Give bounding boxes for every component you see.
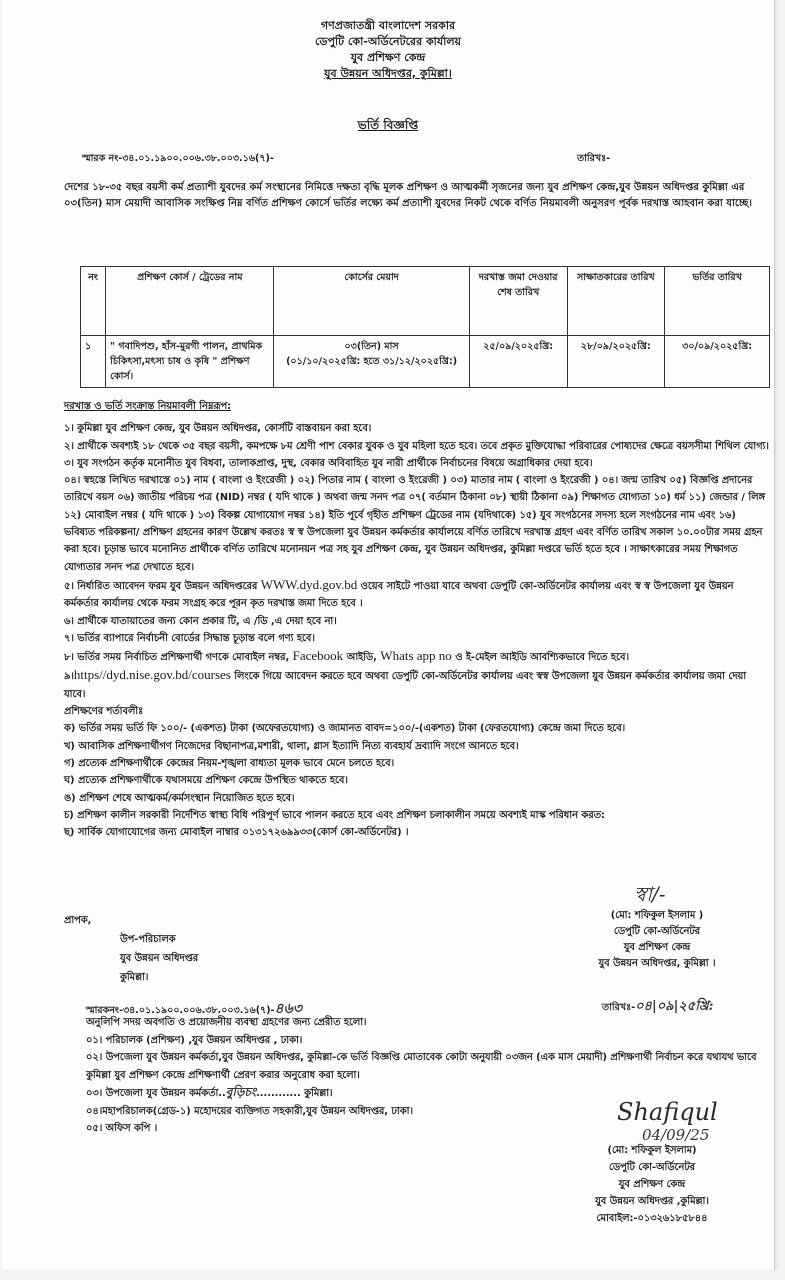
rule-item-8 — [64, 647, 769, 666]
rule-item-5-text: ওয়েব সাইটে পাওয়া যাবে অথবা ডেপুটি কো-অর্ডিনেটর কার্যালয় এবং স্ব স্ব উপজেলা যুব উন্নয়ন কর্মকর্তার কার্যালয় থেকে ফরম সংগ্রহ করে পূরন কৃত দরখাস্ত জমা দিতে হবে । — [64, 580, 734, 610]
letterhead-government: গণপ্রজাতন্ত্রী বাংলাদেশ সরকার — [320, 19, 456, 32]
rules-section — [64, 398, 769, 841]
rule-item-5 — [64, 576, 769, 613]
copy-date-label: তারিখঃ- — [602, 1002, 636, 1013]
cell-duration — [274, 336, 469, 388]
rules-heading: দরখাস্ত ও ভর্তি সংক্রান্ত নিয়মাবলী নিম্নরূপ: — [64, 401, 232, 412]
signatory-2-block — [557, 1142, 747, 1227]
copy-item-1: ০১। পরিচালক (প্রশিক্ষণ) ,যুব উন্নয়ন অধিদপ্তর , ঢাকা। — [86, 1034, 303, 1046]
rule-item-5-label: ৫। নির্ধারিত আবেদন ফরম যুব উন্নয়ন অধিদপ্তরের — [64, 580, 258, 592]
col-header-admission: ভর্তির তারিখ — [665, 267, 770, 336]
signatory-1-block — [557, 908, 757, 972]
condition-ka: ক) ভর্তির সময় ভর্তি ফি ১০০/- (একশত) টাকা (অফেরতযোগ্য) ও জামানত বাবদ=১০০/-(একশত) টাকা (ফেরতযোগ্য) কেন্দ্রে জমা দিতে হবে। — [64, 723, 626, 735]
rule-item-8-mid: আইডি, — [346, 652, 377, 664]
col-header-deadline: দরখাস্ত জমা দেওয়ার শেষ তারিখ — [469, 267, 567, 336]
table-header-row — [81, 267, 770, 336]
copy-memo-ref-text: স্মারকনং-৩৪.০১.১৯০০.০০৬.৩৮.০০৩.১৬(৭)- — [86, 1005, 275, 1016]
facebook-text: Facebook — [292, 648, 344, 664]
recipient-block — [120, 930, 198, 987]
condition-gha: ঘ) প্রত্যেক প্রশিক্ষণার্থীকে যথাসময়ে প্রশিক্ষণ কেন্দ্রে উপস্থিত থাকতে হবে। — [64, 775, 348, 787]
copy-memo-number-handwritten: ৪৬৩ — [274, 1001, 302, 1017]
recipient-title: উপ-পরিচালক — [120, 934, 176, 945]
course-table — [80, 266, 770, 388]
dyd-website-link[interactable]: WWW.dyd.gov.bd — [260, 576, 358, 592]
rule-item-3: ৩। যুব সংগঠন কর্তৃক মনোনীত যুব বিধবা, তালাকপ্রাপ্ত, দুস্থ, বেকার অবিবাহিত যুব নারী প্রার্থীকে নির্বাচনের বিষয়ে অগ্রাধিকার দেয়া হবে। — [64, 457, 593, 469]
signatory-1-designation: ডেপুটি কো-অর্ডিনেটর — [613, 926, 701, 937]
col-header-interview: সাক্ষাতকারের তারিখ — [567, 267, 665, 336]
copy-item-2: ০২। উপজেলা যুব উন্নয়ন কর্মকর্তা,যুব উন্নয়ন অধিদপ্তর, কুমিল্লা-কে ভর্তি বিজ্ঞপ্তি মোতাবেক কোটা অনুযায়ী ০৩জন (এক মাস মেয়াদী) প্রশিক্ষণার্থী নির্বাচন করে যথাযথ ভাবে কুমিল্লা যুব প্রশিক্ষণ কেন্দ্রে প্রশিক্ষণার্থী প্রেরণ করার অনুরোধ করা হলো। — [86, 1052, 757, 1081]
recipient-location: কুমিল্লা। — [120, 972, 149, 983]
cell-course: " গবাদিপশু, হাঁস-মুরগী পালন, প্রাথমিক চিকিৎসা,মৎস্য চাষ ও কৃষি " প্রশিক্ষণ কোর্স। — [106, 336, 274, 388]
signatory-2-name: (মো: শফিকুল ইসলাম) — [607, 1145, 697, 1156]
intro-paragraph: দেশের ১৮-৩৫ বছর বয়সী কর্ম প্রত্যাশী যুবদের কর্ম সংস্থানের নিমিত্তে দক্ষতা বৃদ্ধি মূলক প্রশিক্ষণ ও আত্মকর্মী সৃজনের জন্য যুব প্রশিক্ষণ কেন্দ্র,যুব উন্নয়ন অধিদপ্তর কুমিল্লা এর ০৩(তিন) মাস মেয়াদী আবাসিক সংক্ষিপ্ত নিম্ন বর্ণিত প্রশিক্ষণ কোর্সে ভর্তির লক্ষ্যে কর্ম প্রত্যাশী যুবদের নিকট থেকে বর্ণিত নিয়মাবলী অনুসরণ পূর্বক দরখাস্ত আহবান করা যাচ্ছে। — [64, 182, 752, 209]
condition-ga: গ) প্রত্যেক প্রশিক্ষণার্থীকে কেন্দ্রের নিয়ম-শৃঙ্খলা বাধ্যতা মূলক ভাবে মেনে চলতে হবে। — [64, 757, 395, 769]
copy-item-3-text: ০৩। উপজেলা যুব উন্নয়ন কর্মকর্তা.. — [86, 1088, 226, 1099]
signatory-1-department: যুব উন্নয়ন অধিদপ্তর, কুমিল্লা । — [598, 958, 716, 969]
letterhead-center: যুব প্রশিক্ষণ কেন্দ্র — [350, 51, 426, 64]
signatory-2-designation: ডেপুটি কো-অর্ডিনেটর — [608, 1162, 696, 1173]
rule-item-9-text: লিংকে গিয়ে আবেদন করতে হবে অথবা ডেপুটি কো-অর্ডিনেটর কার্যালয় এবং স্বস্ব উপজেলা যুব উন্নয়ন কর্মকর্তার কার্যালয় জমা দেয়া যাবে। — [64, 671, 747, 700]
cell-deadline: ২৫/০৯/২০২৫খ্রি: — [469, 336, 567, 388]
table-row — [81, 336, 770, 388]
rule-item-8-text: ও ই-মেইল আইডি আবশ্যিকভাবে দিতে হবে। — [455, 652, 629, 664]
signature-2-date: 04/09/25 — [642, 1126, 710, 1144]
copy-item-3-handwritten: বুড়িচং — [225, 1085, 257, 1099]
condition-cha: চ) প্রশিক্ষণ কালীন সরকারী নির্দেশিত স্বাস্থ্য বিধি পরিপূর্ণ ভাবে পালন করতে হবে এবং প্রশিক্ষণ চলাকালীন সময়ে অবশ্যই মাস্ক পরিধান করত: — [64, 809, 605, 821]
cell-no: ১ — [81, 336, 106, 388]
signatory-2-department: যুব উন্নয়ন অধিদপ্তর ,কুমিল্লা। — [595, 1196, 709, 1207]
page-title: ভর্তি বিজ্ঞপ্তি — [357, 118, 419, 132]
rule-item-9 — [64, 666, 769, 703]
cell-admission: ৩০/০৯/২০২৫খ্রি: — [665, 336, 770, 388]
copy-item-5: ০৫। অফিস কপি । — [86, 1123, 158, 1134]
conditions-heading: প্রশিক্ষণের শর্তাবলীঃ — [64, 706, 144, 718]
col-header-duration: কোর্সের মেয়াদ — [274, 267, 469, 336]
notice-document — [2, 0, 775, 1270]
copy-intro: অনুলিপি সদয় অবগতি ও প্রয়োজনীয় ব্যবস্থা গ্রহণের জন্য প্রেরীত হলো। — [86, 1017, 367, 1028]
signatory-1-center: যুব প্রশিক্ষণ কেন্দ্র — [623, 942, 691, 953]
rule-item-6: ৬। প্রার্থীকে যাতায়াতের জন্য কোন প্রকার টি, এ /ডি ,এ দেয়া হবে না। — [64, 615, 337, 627]
signature-1: স্বা/- — [634, 882, 666, 906]
memo-date-label: তারিখঃ- — [577, 153, 611, 164]
recipient-label: প্রাপক, — [64, 915, 92, 926]
copy-item-3-end: কুমিল্লা। — [304, 1088, 333, 1099]
col-header-course: প্রশিক্ষণ কোর্স / ট্রেডের নাম — [106, 267, 274, 336]
condition-kha: খ) আবাসিক প্রশিক্ষণার্থীগণ নিজেদের বিছানাপত্র,মশারী, থালা, গ্লাস ইত্যাদি নিত্য ব্যবহার্য দ্রব্যাদি সংগে আনতে হবে। — [64, 740, 519, 752]
copy-item-3-dots: ............ — [256, 1088, 301, 1099]
letterhead-department: যুব উন্নয়ন অধিদপ্তর, কুমিল্লা। — [324, 67, 452, 80]
signature-2: Shafiqul — [617, 1098, 718, 1126]
rule-item-1: ১। কুমিল্লা যুব প্রশিক্ষণ কেন্দ্র, যুব উন্নয়ন অধিদপ্তর, কোর্সটি বাস্তবায়ন করা হবে। — [64, 423, 372, 435]
whatsapp-text: Whats app no — [380, 648, 452, 664]
rule-item-8-label: ৮। ভর্তির সময় নির্বাচিত প্রশিক্ষণার্থী গণকে মোবাইল নম্বর, — [64, 652, 290, 664]
rule-item-9-label: ৯। — [64, 671, 74, 683]
condition-chha: ছ) সার্বিক যোগাযোগের জন্য মোবাইল নাম্বার ০১৩১৭২৬৯৯৩৩(কোর্স কো-অর্ডিনেটর) । — [64, 827, 409, 839]
recipient-department: যুব উন্নয়ন অধিদপ্তর — [120, 953, 199, 964]
rule-item-2: ২। প্রার্থীকে অবশ্যই ১৮ থেকে ৩৫ বছর বয়সী, কমপক্ষে ৮ম শ্রেণী পাশ বেকার যুবক ও যুব মহিলা হতে হবে। তবে প্রকৃত মুক্তিযোদ্ধা পরিবারের পোষ্যদের ক্ষেত্রে বয়সসীমা শিথিল যোগ্য। — [64, 440, 769, 452]
letterhead-office: ডেপুটি কো-অর্ডিনেটরের কার্যালয় — [314, 35, 462, 48]
nise-courses-link[interactable]: https//dyd.nise.gov.bd/courses — [73, 667, 231, 683]
copy-item-4: ০৪।মহাপরিচালক(গ্রেড-১) মহোদয়ের ব্যক্তিগত সহকারী,যুব উন্নয়ন অধিদপ্তর, ঢাকা। — [86, 1105, 413, 1117]
signatory-1-name: (মো: শফিকুল ইসলাম ) — [610, 910, 704, 921]
condition-uma: ঙ) প্রশিক্ষণ শেষে আত্মকর্ম/কর্মসংস্থান নিয়োজিত হতে হবে। — [64, 792, 295, 804]
duration-length: ০৩(তিন) মাস — [344, 341, 399, 352]
signatory-2-center: যুব প্রশিক্ষণ কেন্দ্র — [618, 1179, 686, 1190]
duration-range: (০১/১০/২০২৫খ্রি: হতে ৩১/১২/২০২৫খ্রি:) — [286, 356, 458, 367]
col-header-no: নং — [81, 267, 106, 336]
rule-item-4: ০৪। স্বহস্তে লিখিত দরখাস্তে ০১) নাম ( বাংলা ও ইংরেজী ) ০২) পিতার নাম ( বাংলা ও ইংরেজী ) ০৩) মাতার নাম ( বাংলা ও ইংরেজী ) ০৪। জন্ম তারিখ ০৫) বিজ্ঞপ্তি প্রদানের তারিখে বয়স ০৬) জাতীয় পরিচয় পত্র (NID) নম্বর ( যদি থাকে ) অথবা জন্ম সনদ পত্র ০৭( বর্তমান ঠিকানা ০৮) স্থায়ী ঠিকানা ০৯) শিক্ষাগত যোগ্যতা ১০) ধর্ম ১১) জেন্ডার / লিঙ্গ ১২) মোবাইল নম্বর ( যদি থাকে ) ১৩) বিকল্প যোগাযোগ নম্বর ১৪) ইতি পূর্বে গৃহীত প্রশিক্ষণ ট্রেডের নাম (যদিথাকে) ১৫) যুব সংগঠনের সদস্য হলে সংগঠনের নাম এবং ১৬) ভবিষ্যত পরিকল্পনা/ প্রশিক্ষণ গ্রহনের কারণ উল্লেখ করতঃ স্ব স্ব উপজেলা যুব উন্নয়ন কর্মকর্তার কার্যালয়ে বর্ণিত তারিখে দরখাস্ত গ্রহণ এবং বর্ণিত তারিখ সকাল ১০.০০টার সময় গ্রহন করা হবে। চূড়ান্ত ভাবে মনোনিত প্রার্থীকে বর্ণিত তারিখে মনোনয়ন পত্র সহ যুব প্রশিক্ষণ কেন্দ্র, যুব উন্নয়ন অধিদপ্তর, কুমিল্লা দপ্তরে ভর্তি হতে হবে । সাক্ষাৎকারের সময় শিক্ষাগত যোগ্যতার সনদ পত্র দেখাতে হবে। — [64, 475, 766, 573]
copy-date-handwritten: ০৪|০৯|২৫খ্রি: — [635, 999, 714, 1014]
cell-interview: ২৮/০৯/২০২৫খ্রি: — [567, 336, 665, 388]
signatory-2-mobile: মোবাইল:-০১৩২৬১৮৫৮৪৪ — [596, 1213, 708, 1224]
letterhead — [2, 18, 774, 82]
rule-item-7: ৭। ভর্তির ব্যাপারে নির্বাচনী বোর্ডের সিদ্ধান্ত চূড়ান্ত বলে গণ্য হবে। — [64, 632, 315, 644]
memo-reference: স্মারক নং-৩৪.০১.১৯০০.০০৬.৩৮.০০৩.১৬(৭)- — [82, 153, 274, 164]
